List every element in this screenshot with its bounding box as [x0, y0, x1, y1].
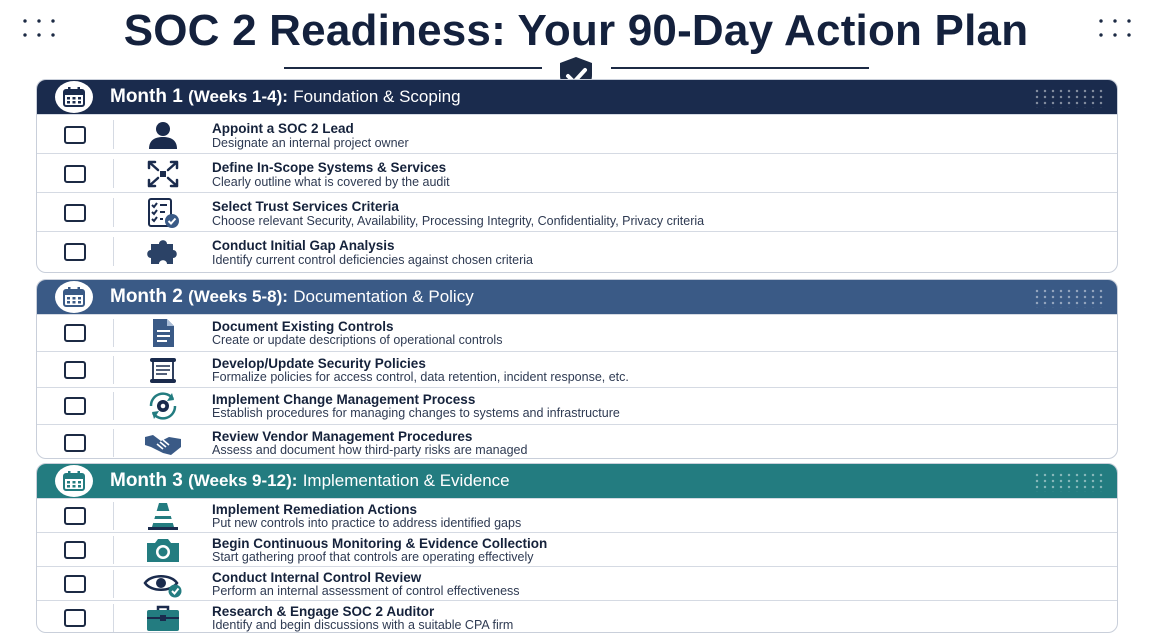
- task-title: Select Trust Services Criteria: [212, 199, 399, 214]
- task-description: Assess and document how third-party risks are managed: [212, 442, 528, 457]
- task-checkbox[interactable]: [64, 397, 86, 415]
- row-divider: [113, 429, 114, 457]
- section-month-3: [36, 463, 1118, 633]
- task-description: Perform an internal assessment of control effectiveness: [212, 584, 520, 598]
- header-dot-pattern: [1033, 472, 1103, 492]
- task-checkbox[interactable]: [64, 361, 86, 379]
- list-item: [37, 153, 1117, 192]
- row-divider: [113, 604, 114, 632]
- weeks-label: (Weeks 9-12):: [188, 471, 298, 490]
- page-title: SOC 2 Readiness: Your 90-Day Action Plan: [123, 6, 1029, 55]
- title-divider-right: [611, 67, 869, 69]
- row-divider: [113, 356, 114, 384]
- task-title: Appoint a SOC 2 Lead: [212, 121, 354, 136]
- row-divider: [113, 319, 114, 347]
- month-label: Month 2: [110, 286, 183, 307]
- list-item: [37, 566, 1117, 600]
- list-item: [37, 387, 1117, 424]
- calendar-icon: [55, 281, 93, 313]
- gear-cycle-icon: [141, 390, 185, 422]
- task-title: Document Existing Controls: [212, 319, 394, 334]
- task-description: Identify and begin discussions with a suitable CPA firm: [212, 618, 514, 632]
- row-divider: [113, 570, 114, 598]
- task-description: Formalize policies for access control, data retention, incident response, etc.: [212, 369, 629, 384]
- task-title: Research & Engage SOC 2 Auditor: [212, 604, 435, 619]
- section-header: [37, 464, 1117, 498]
- task-checkbox[interactable]: [64, 575, 86, 593]
- list-item: [37, 231, 1117, 270]
- list-item: [37, 424, 1117, 460]
- puzzle-icon: [141, 236, 185, 268]
- user-icon: [141, 119, 185, 151]
- section-month-1: [36, 79, 1118, 273]
- row-divider: [113, 392, 114, 420]
- section-title: [110, 470, 510, 492]
- scope-arrows-icon: [141, 158, 185, 190]
- task-description: Clearly outline what is covered by the audit: [212, 175, 450, 189]
- eye-check-icon: [141, 568, 185, 600]
- task-checkbox[interactable]: [64, 243, 86, 261]
- task-checkbox[interactable]: [64, 204, 86, 222]
- row-divider: [113, 198, 114, 227]
- task-title: Begin Continuous Monitoring & Evidence Collection: [212, 536, 548, 551]
- task-checkbox[interactable]: [64, 324, 86, 342]
- list-item: [37, 600, 1117, 633]
- list-item: [37, 192, 1117, 231]
- list-item: [37, 114, 1117, 153]
- section-title: [110, 286, 474, 308]
- title-divider-left: [284, 67, 542, 69]
- section-title: [110, 86, 461, 108]
- task-title: Implement Remediation Actions: [212, 502, 418, 517]
- weeks-label: (Weeks 1-4):: [188, 87, 288, 106]
- task-description: Choose relevant Security, Availability, Processing Integrity, Confidentiality, Privacy criteria: [212, 214, 705, 228]
- task-checkbox[interactable]: [64, 126, 86, 144]
- row-divider: [113, 502, 114, 530]
- list-item: [37, 532, 1117, 566]
- list-item: [37, 314, 1117, 351]
- task-description: Create or update descriptions of operational controls: [212, 333, 503, 347]
- theme-label: Foundation & Scoping: [293, 87, 461, 106]
- scroll-icon: [141, 354, 185, 386]
- header-dot-pattern: [1033, 288, 1103, 308]
- row-divider: [113, 159, 114, 188]
- calendar-icon: [55, 465, 93, 497]
- row-divider: [113, 536, 114, 564]
- task-title: Conduct Internal Control Review: [212, 570, 422, 585]
- task-description: Put new controls into practice to address identified gaps: [212, 516, 522, 530]
- task-checkbox[interactable]: [64, 609, 86, 627]
- task-description: Establish procedures for managing changes to systems and infrastructure: [212, 406, 620, 420]
- list-item: [37, 498, 1117, 532]
- task-checkbox[interactable]: [64, 434, 86, 452]
- header-dot-pattern: [1033, 88, 1103, 108]
- task-title: Review Vendor Management Procedures: [212, 428, 473, 444]
- task-description: Identify current control deficiencies against chosen criteria: [212, 253, 533, 267]
- task-checkbox[interactable]: [64, 541, 86, 559]
- task-checkbox[interactable]: [64, 507, 86, 525]
- task-description: Start gathering proof that controls are operating effectively: [212, 550, 534, 564]
- task-description: Designate an internal project owner: [212, 136, 409, 150]
- section-month-2: [36, 279, 1118, 459]
- task-title: Develop/Update Security Policies: [212, 355, 426, 371]
- checklist-icon: [141, 197, 185, 229]
- handshake-icon: [141, 427, 185, 459]
- calendar-icon: [55, 81, 93, 113]
- document-icon: [141, 317, 185, 349]
- month-label: Month 1: [110, 86, 183, 107]
- briefcase-icon: [141, 602, 185, 633]
- task-title: Conduct Initial Gap Analysis: [212, 238, 395, 253]
- row-divider: [113, 120, 114, 149]
- section-header: [37, 80, 1117, 114]
- section-header: [37, 280, 1117, 314]
- list-item: [37, 351, 1117, 388]
- theme-label: Documentation & Policy: [293, 287, 474, 306]
- traffic-cone-icon: [141, 500, 185, 532]
- task-title: Define In-Scope Systems & Services: [212, 160, 447, 175]
- task-checkbox[interactable]: [64, 165, 86, 183]
- task-title: Implement Change Management Process: [212, 392, 476, 407]
- camera-icon: [141, 534, 185, 566]
- row-divider: [113, 237, 114, 266]
- month-label: Month 3: [110, 470, 183, 491]
- weeks-label: (Weeks 5-8):: [188, 287, 288, 306]
- theme-label: Implementation & Evidence: [302, 471, 510, 490]
